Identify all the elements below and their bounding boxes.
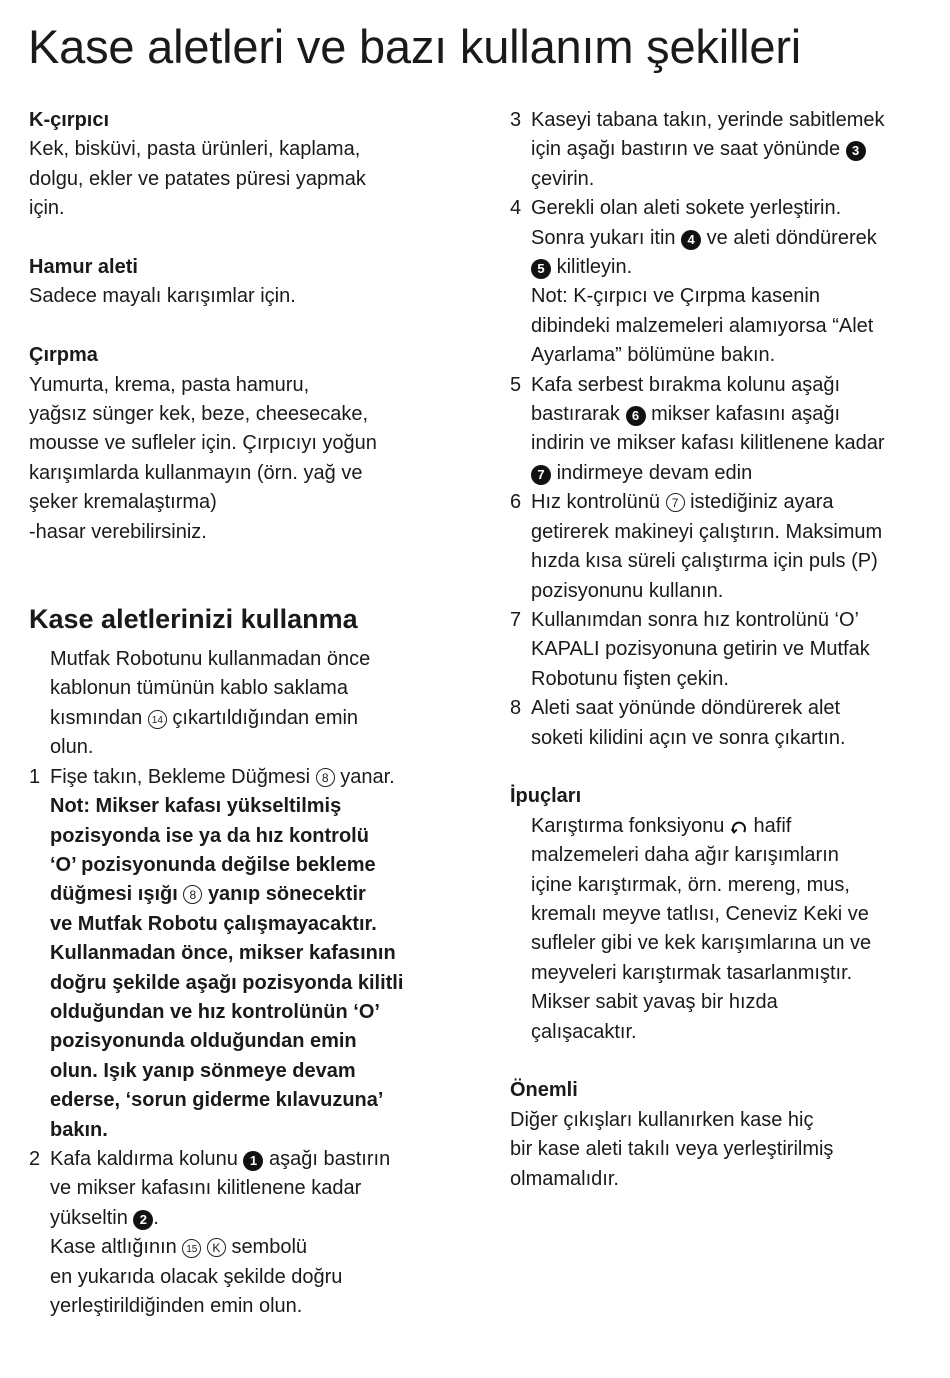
- whisk-section: [29, 341, 459, 547]
- step-text-part: mikser kafasını aşağı: [651, 403, 841, 426]
- step-2-line: ve mikser kafasını kilitlenene kadar: [50, 1177, 362, 1200]
- warning-line: [50, 880, 459, 909]
- ref-number-7-icon: 7: [666, 493, 685, 512]
- warning-text-part: düğmesi ışığı: [50, 883, 178, 906]
- step-5-line: indirin ve mikser kafası kilitlenene kadar: [531, 432, 885, 455]
- warning-line: olduğundan ve hız kontrolünün ‘O’: [50, 1000, 380, 1023]
- right-column: [510, 106, 935, 1194]
- intro-line: [50, 704, 459, 733]
- step-3-line: çevirin.: [531, 167, 595, 190]
- step-5-line: [531, 400, 935, 429]
- step-7: [510, 606, 935, 694]
- step-number: 1: [29, 765, 41, 788]
- warning-line: ‘O’ pozisyonunda değilse bekleme: [50, 853, 376, 876]
- step-number: 6: [510, 491, 522, 514]
- step-2-line: en yukarıda olacak şekilde doğru: [50, 1265, 343, 1288]
- step-1-warning: [50, 792, 459, 1145]
- whisk-text-line: yağsız sünger kek, beze, cheesecake,: [29, 403, 369, 426]
- warning-line: ederse, ‘sorun giderme kılavuzuna’: [50, 1089, 384, 1112]
- tips-line: sufleler gibi ve kek karışımlarına un ve: [531, 932, 872, 955]
- page-title: Kase aletleri ve bazı kullanım şekilleri: [28, 20, 802, 73]
- k-beater-section: [29, 106, 459, 224]
- figure-ref-4-icon: 4: [681, 230, 701, 250]
- ref-number-8-icon: 8: [316, 768, 335, 787]
- section-heading: Kase aletlerinizi kullanma: [29, 604, 358, 635]
- k-beater-heading: K-çırpıcı: [29, 109, 110, 131]
- step-text-part: yükseltin: [50, 1206, 128, 1229]
- step-text-part: Kase altlığının: [50, 1236, 177, 1259]
- step-text-part: ve aleti döndürerek: [706, 226, 877, 249]
- figure-ref-1-icon: 1: [243, 1151, 263, 1171]
- important-section: [510, 1076, 935, 1194]
- figure-ref-2-icon: 2: [133, 1210, 153, 1230]
- step-2-line: [50, 1233, 459, 1262]
- step-3-line: [531, 135, 935, 164]
- step-5-line: [531, 459, 935, 488]
- important-heading: Önemli: [510, 1079, 578, 1102]
- k-beater-text-line: dolgu, ekler ve patates püresi yapmak: [29, 167, 366, 190]
- tips-heading: İpuçları: [510, 785, 582, 808]
- k-beater-text-line: için.: [29, 197, 65, 220]
- intro-line: Mutfak Robotunu kullanmadan önce: [50, 648, 371, 671]
- warning-line: ve Mutfak Robotu çalışmayacaktır.: [50, 912, 377, 935]
- step-8-line: soketi kilidini açın ve sonra çıkartın.: [531, 726, 846, 749]
- tips-line: çalışacaktır.: [531, 1020, 637, 1043]
- step-2: [29, 1145, 459, 1321]
- step-2-line: yerleştirildiğinden emin olun.: [50, 1295, 303, 1317]
- step-4-line: [531, 224, 935, 253]
- step-7-line: Kullanımdan sonra hız kontrolünü ‘O’: [531, 608, 859, 631]
- step-6: [510, 488, 935, 606]
- step-3: [510, 106, 935, 194]
- step-5-line: Kafa serbest bırakma kolunu aşağı: [531, 373, 841, 396]
- whisk-text-line: mousse ve sufleler için. Çırpıcıyı yoğun: [29, 432, 377, 455]
- tips-text-part: Karıştırma fonksiyonu: [531, 814, 725, 837]
- ref-number-14-icon: 14: [148, 710, 167, 729]
- step-text-part: Fişe takın, Bekleme Düğmesi: [50, 765, 311, 788]
- step-text-part: için aşağı bastırın ve saat yönünde: [531, 138, 841, 161]
- tips-line: kremalı meyve tatlısı, Ceneviz Keki ve: [531, 902, 869, 925]
- step-number: 8: [510, 697, 522, 720]
- warning-line: doğru şekilde aşağı pozisyonda kilitli: [50, 971, 404, 994]
- whisk-text-line: -hasar verebilirsiniz.: [29, 520, 207, 543]
- whisk-text-line: şeker kremalaştırma): [29, 491, 217, 514]
- warning-line: Kullanmadan önce, mikser kafasının: [50, 942, 396, 965]
- intro-text: [29, 645, 459, 763]
- warning-line: olun. Işık yanıp sönmeye devam: [50, 1059, 356, 1082]
- figure-ref-6-icon: 6: [626, 406, 646, 426]
- tips-section: [510, 782, 935, 1047]
- step-number: 5: [510, 373, 522, 396]
- step-2-line: [50, 1204, 459, 1233]
- tips-line: malzemeleri daha ağır karışımların: [531, 844, 839, 867]
- step-text-part: aşağı bastırın: [269, 1147, 391, 1170]
- step-3-line: Kaseyi tabana takın, yerinde sabitlemek: [531, 109, 885, 131]
- warning-line: pozisyonda ise ya da hız kontrolü: [50, 824, 369, 847]
- step-text-part: bastırarak: [531, 403, 620, 426]
- step-text-part: Kafa kaldırma kolunu: [50, 1147, 238, 1170]
- step-2-line: [50, 1145, 459, 1174]
- step-1: [29, 763, 459, 1145]
- whisk-text-line: Yumurta, krema, pasta hamuru,: [29, 373, 310, 396]
- step-number: 7: [510, 608, 522, 631]
- step-7-line: Robotunu fişten çekin.: [531, 667, 729, 690]
- figure-ref-5-icon: 5: [531, 259, 551, 279]
- step-text-part: Hız kontrolünü: [531, 491, 660, 514]
- intro-line: olun.: [50, 736, 94, 759]
- step-number: 3: [510, 109, 522, 131]
- warning-line: bakın.: [50, 1118, 108, 1141]
- intro-line: kablonun tümünün kablo saklama: [50, 677, 348, 700]
- intro-text-part: çıkartıldığından emin: [172, 706, 359, 729]
- step-text-part: .: [153, 1206, 159, 1229]
- step-4-line: [531, 253, 935, 282]
- step-8-line: Aleti saat yönünde döndürerek alet: [531, 697, 841, 720]
- step-6-line: getirerek makineyi çalıştırın. Maksimum: [531, 520, 883, 543]
- dough-hook-text-line: Sadece mayalı karışımlar için.: [29, 285, 296, 308]
- step-number: 2: [29, 1147, 41, 1170]
- step-text-part: yanar.: [340, 765, 395, 788]
- step-text-part: kilitleyin.: [556, 256, 633, 279]
- step-7-line: KAPALI pozisyonuna getirin ve Mutfak: [531, 638, 870, 661]
- step-text-part: indirmeye devam edin: [556, 461, 753, 484]
- dough-hook-heading: Hamur aleti: [29, 256, 138, 279]
- warning-line: Not: Mikser kafası yükseltilmiş: [50, 795, 342, 818]
- step-text-part: istediğiniz ayara: [690, 491, 834, 514]
- step-number: 4: [510, 197, 522, 220]
- tips-line: [531, 812, 935, 841]
- step-6-line: pozisyonunu kullanın.: [531, 579, 724, 602]
- step-4-note-line: Ayarlama” bölümüne bakın.: [531, 344, 776, 367]
- left-column: [29, 106, 459, 1321]
- step-6-line: [531, 488, 935, 517]
- step-4-note-line: Not: K-çırpıcı ve Çırpma kasenin: [531, 285, 820, 308]
- step-8: [510, 694, 935, 753]
- important-line: Diğer çıkışları kullanırken kase hiç: [510, 1108, 814, 1131]
- k-beater-text-line: Kek, bisküvi, pasta ürünleri, kaplama,: [29, 138, 361, 161]
- step-text-part: Sonra yukarı itin: [531, 226, 676, 249]
- tips-text-part: hafif: [753, 814, 792, 837]
- important-line: bir kase aleti takılı veya yerleştirilmiş: [510, 1138, 834, 1161]
- whisk-heading: Çırpma: [29, 344, 98, 367]
- step-text-part: sembolü: [231, 1236, 308, 1259]
- whisk-text-line: karışımlarda kullanmayın (örn. yağ ve: [29, 461, 363, 484]
- step-4-note-line: dibindeki malzemeleri alamıyorsa “Alet: [531, 314, 874, 337]
- warning-line: pozisyonunda olduğundan emin: [50, 1030, 357, 1053]
- step-6-line: hızda kısa süreli çalıştırma için puls (P): [531, 550, 878, 573]
- important-line: olmamalıdır.: [510, 1167, 619, 1190]
- step-4-line: Gerekli olan aleti sokete yerleştirin.: [531, 197, 842, 220]
- k-symbol-icon: K: [207, 1238, 226, 1257]
- ref-number-15-icon: 15: [182, 1239, 201, 1258]
- tips-line: meyveleri karıştırmak tasarlanmıştır.: [531, 961, 853, 984]
- step-5: [510, 371, 935, 489]
- ref-number-8-icon: 8: [183, 885, 202, 904]
- dough-hook-section: [29, 253, 459, 312]
- step-1-line: [50, 763, 459, 792]
- intro-text-part: kısmından: [50, 706, 143, 729]
- tips-line: içine karıştırmak, örn. mereng, mus,: [531, 873, 850, 896]
- figure-ref-3-icon: 3: [846, 141, 866, 161]
- step-4: [510, 194, 935, 370]
- fold-mix-icon: [730, 815, 748, 833]
- tips-line: Mikser sabit yavaş bir hızda: [531, 991, 778, 1014]
- warning-text-part: yanıp sönecektir: [207, 883, 366, 906]
- figure-ref-7-icon: 7: [531, 465, 551, 485]
